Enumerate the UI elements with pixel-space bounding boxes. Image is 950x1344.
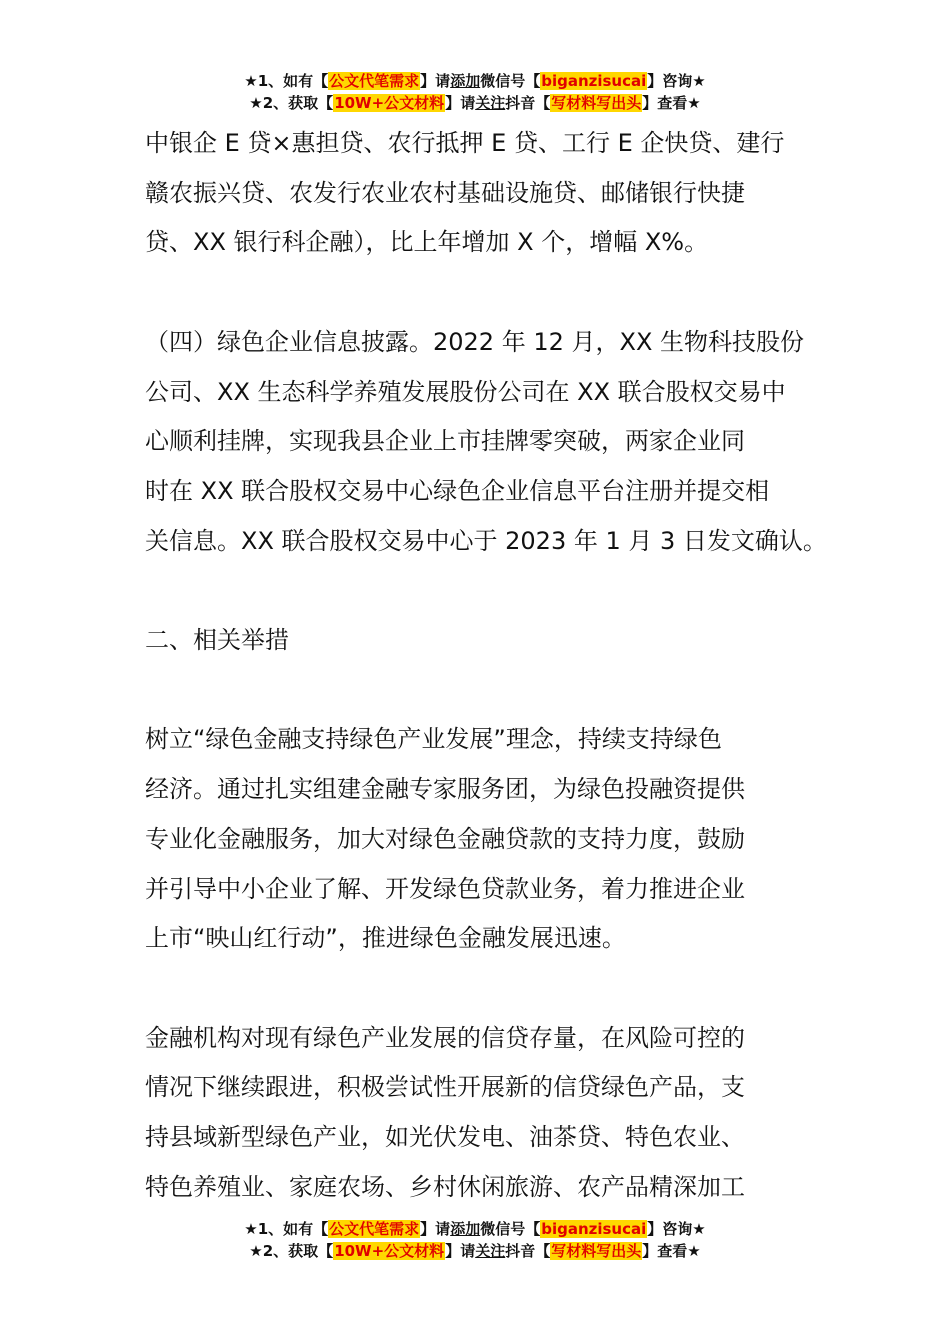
- text-line: （四）绿色企业信息披露。2022 年 12 月，XX 生物科技股份: [145, 327, 805, 356]
- text-line: 并引导中小企业了解、开发绿色贷款业务，着力推进企业: [145, 874, 745, 903]
- text-line: 专业化金融服务，加大对绿色金融贷款的支持力度，鼓励: [145, 824, 745, 853]
- banner-line-1: [0, 70, 950, 92]
- paragraph-3: [145, 715, 815, 964]
- paragraph-gap: [145, 666, 815, 716]
- paragraph-1: [145, 119, 815, 268]
- text-line: 关信息。XX 联合股权交易中心于 2023 年 1 月 3 日发文确认。: [145, 526, 827, 555]
- banner-text: 】咨询★: [647, 72, 706, 90]
- banner-text: 】查看★: [642, 1242, 701, 1260]
- text-line: 时在 XX 联合股权交易中心绿色企业信息平台注册并提交相: [145, 476, 770, 505]
- text-line: 情况下继续跟进，积极尝试性开展新的信贷绿色产品，支: [145, 1073, 745, 1102]
- banner-text: 】请: [420, 72, 451, 90]
- banner-text: ★1、如有【: [244, 1220, 329, 1238]
- banner-underline: 添加: [450, 1220, 481, 1238]
- banner-highlight: 公文代笔需求: [329, 1220, 420, 1238]
- banner-text: 抖音【: [505, 1242, 551, 1260]
- paragraph-gap: [145, 964, 815, 1014]
- text-line: 赣农振兴贷、农发行农业农村基础设施贷、邮储银行快捷: [145, 178, 745, 207]
- banner-highlight: 写材料写出头: [551, 1242, 642, 1260]
- text-line: 金融机构对现有绿色产业发展的信贷存量，在风险可控的: [145, 1023, 745, 1052]
- banner-highlight: 公文代笔需求: [329, 72, 420, 90]
- text-line: 上市“映山红行动”，推进绿色金融发展迅速。: [145, 924, 626, 953]
- footer-banner: [0, 1218, 950, 1262]
- banner-line-1: [0, 1218, 950, 1240]
- paragraph-4: [145, 1014, 815, 1213]
- banner-text: 】请: [445, 1242, 476, 1260]
- banner-text: 】查看★: [642, 94, 701, 112]
- banner-text: 】请: [445, 94, 476, 112]
- text-line: 贷、XX 银行科企融），比上年增加 X 个，增幅 X%。: [145, 228, 709, 257]
- section-heading: 二、相关举措: [145, 626, 289, 654]
- paragraph-2: [145, 318, 827, 567]
- banner-text: ★1、如有【: [244, 72, 329, 90]
- banner-text: 抖音【: [505, 94, 551, 112]
- header-banner: [0, 70, 950, 114]
- banner-highlight: 10W+公文材料: [334, 1242, 445, 1260]
- banner-text: 】咨询★: [647, 1220, 706, 1238]
- text-line: 公司、XX 生态科学养殖发展股份公司在 XX 联合股权交易中: [145, 377, 786, 406]
- text-line: 特色养殖业、家庭农场、乡村休闲旅游、农产品精深加工: [145, 1172, 745, 1201]
- document-body: [145, 119, 827, 1212]
- text-line: 树立“绿色金融支持绿色产业发展”理念，持续支持绿色: [145, 725, 722, 754]
- banner-text: ★2、获取【: [249, 1242, 334, 1260]
- banner-line-2: [0, 1240, 950, 1262]
- banner-underline: 添加: [450, 72, 481, 90]
- banner-highlight: biganzisucai: [541, 72, 647, 90]
- banner-text: 微信号【: [480, 1220, 541, 1238]
- banner-line-2: [0, 92, 950, 114]
- banner-underline: 关注: [475, 94, 506, 112]
- banner-highlight: 写材料写出头: [551, 94, 642, 112]
- text-line: 经济。通过扎实组建金融专家服务团，为绿色投融资提供: [145, 775, 745, 804]
- banner-underline: 关注: [475, 1242, 506, 1260]
- banner-text: 微信号【: [480, 72, 541, 90]
- banner-text: 】请: [420, 1220, 451, 1238]
- paragraph-gap: [145, 566, 815, 616]
- text-line: 持县域新型绿色产业，如光伏发电、油茶贷、特色农业、: [145, 1123, 745, 1151]
- text-line: 心顺利挂牌，实现我县企业上市挂牌零突破，两家企业同: [145, 427, 745, 456]
- banner-highlight: 10W+公文材料: [334, 94, 445, 112]
- banner-highlight: biganzisucai: [541, 1220, 647, 1238]
- text-line: 中银企 E 贷×惠担贷、农行抵押 E 贷、工行 E 企快贷、建行: [145, 129, 785, 157]
- paragraph-gap: [145, 268, 815, 318]
- banner-text: ★2、获取【: [249, 94, 334, 112]
